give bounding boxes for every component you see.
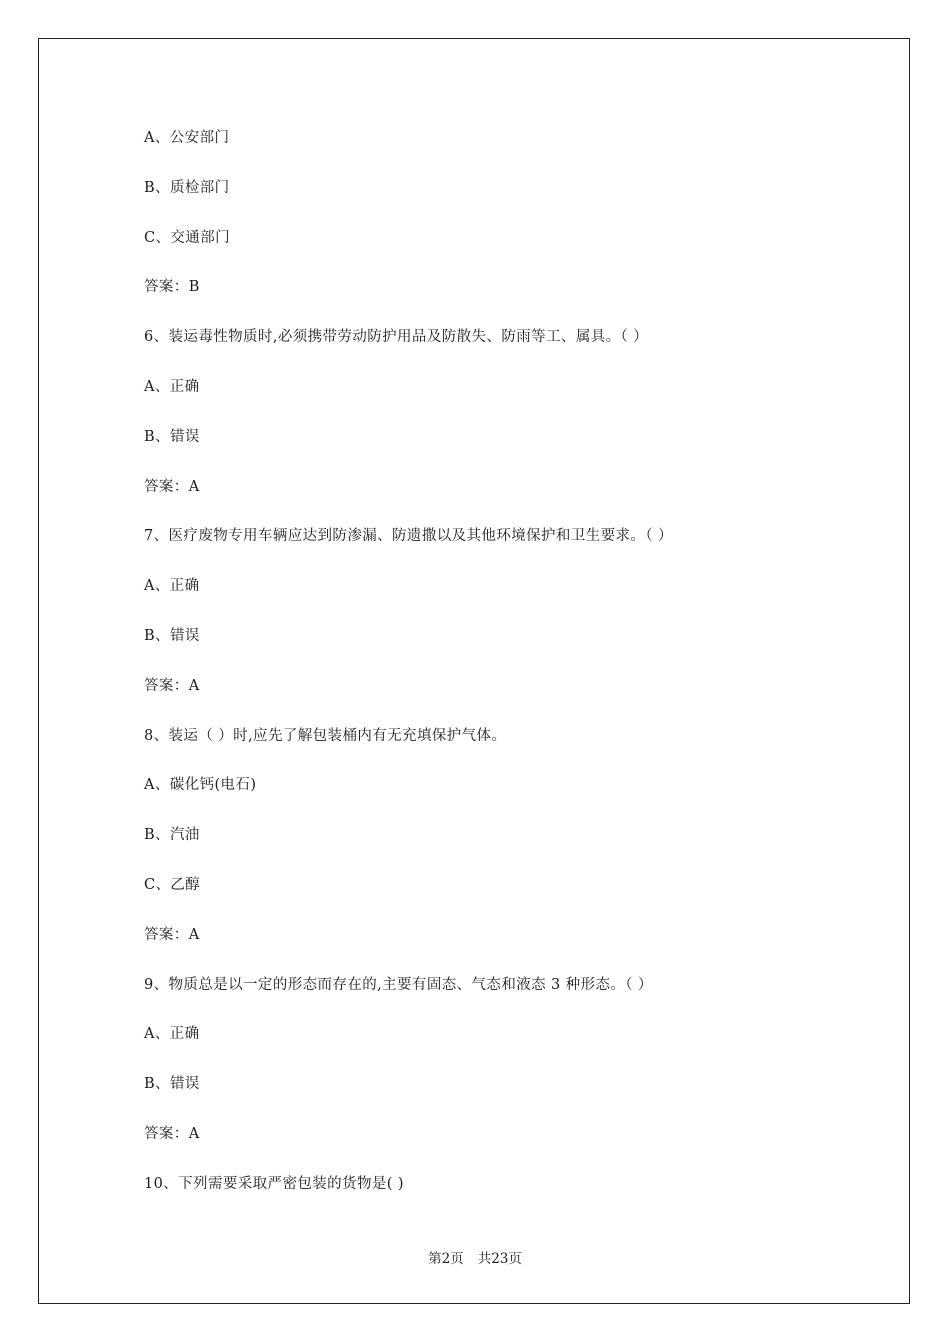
page-number: 第2页 <box>428 1251 464 1267</box>
answer-line: 答案：A <box>144 478 200 495</box>
option-line: A、正确 <box>144 378 200 395</box>
option-line: B、错误 <box>144 627 200 644</box>
option-line: C、乙醇 <box>144 876 201 893</box>
answer-line: 答案：A <box>144 1125 200 1142</box>
question-line: 6、装运毒性物质时,必须携带劳动防护用品及防散失、防雨等工、属具。（ ） <box>144 329 649 346</box>
option-line: A、碳化钙(电石) <box>144 777 257 794</box>
question-line: 8、装运（ ）时,应先了解包装桶内有无充填保护气体。 <box>144 727 507 744</box>
option-line: A、正确 <box>144 578 200 595</box>
question-line: 7、医疗废物专用车辆应达到防渗漏、防遗撒以及其他环境保护和卫生要求。（ ） <box>144 528 673 545</box>
option-line: B、错误 <box>144 428 200 445</box>
option-line: B、错误 <box>144 1076 200 1093</box>
document-body <box>144 126 844 1222</box>
answer-line: 答案：B <box>144 279 200 296</box>
option-line: B、质检部门 <box>144 179 230 196</box>
option-line: A、正确 <box>144 1026 200 1043</box>
option-line: B、汽油 <box>144 827 200 844</box>
page-footer <box>0 1247 950 1267</box>
page-total: 共23页 <box>477 1251 522 1267</box>
question-line: 9、物质总是以一定的形态而存在的,主要有固态、气态和液态 3 种形态。（ ） <box>144 976 653 993</box>
answer-line: 答案：A <box>144 677 200 694</box>
question-line: 10、下列需要采取严密包装的货物是( ) <box>144 1175 404 1192</box>
option-line: C、交通部门 <box>144 229 230 246</box>
answer-line: 答案：A <box>144 926 200 943</box>
option-line: A、公安部门 <box>144 130 230 146</box>
